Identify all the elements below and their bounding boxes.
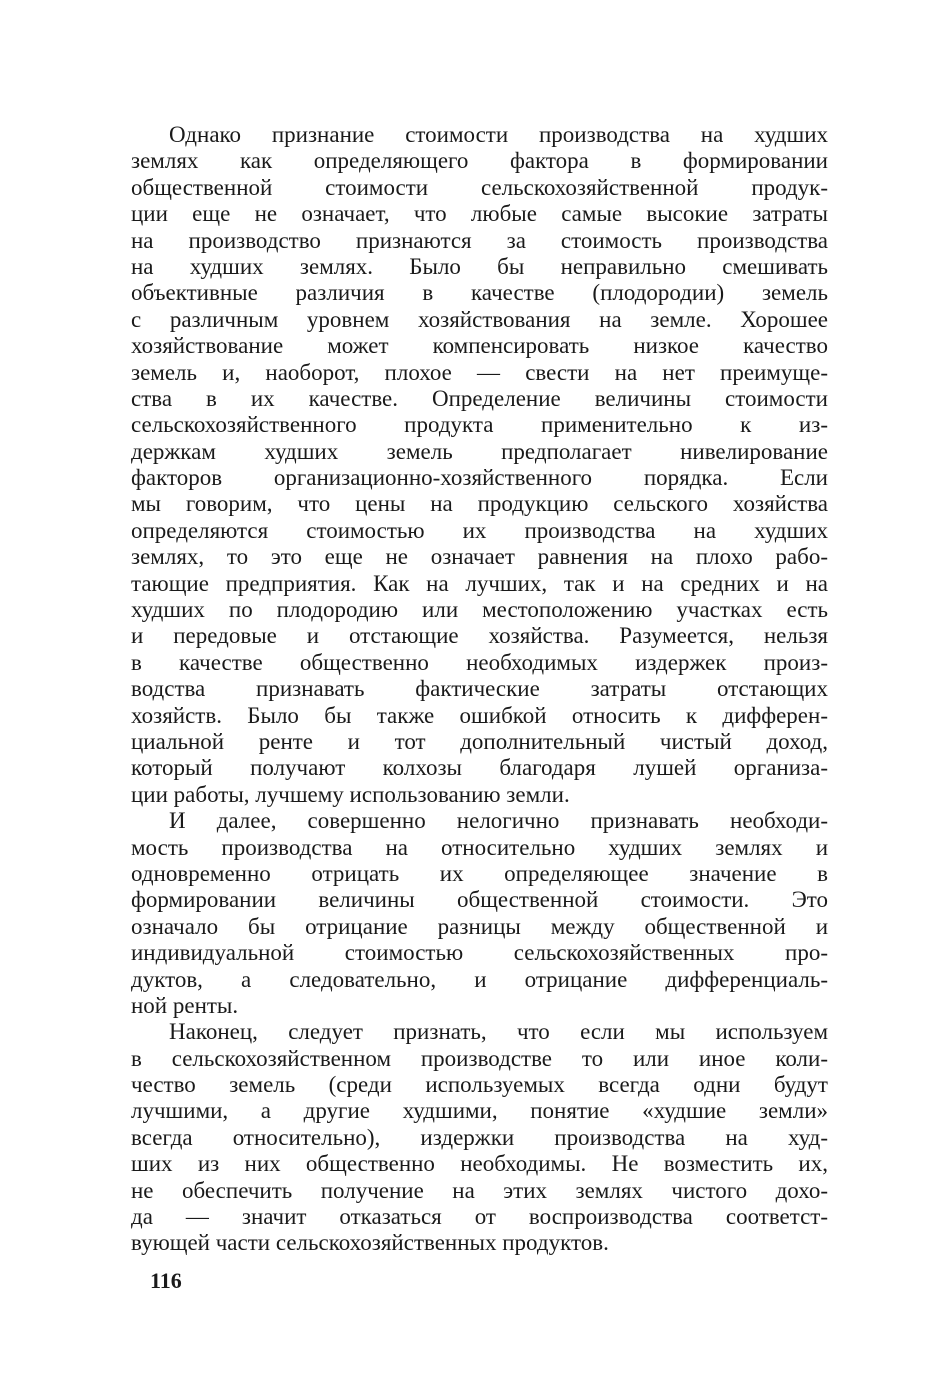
text-line: циальной ренте и тот дополнительный чистый доход, [131, 728, 828, 754]
text-line: мость производства на относительно худших землях и [131, 834, 828, 860]
text-line: факторов организационно-хозяйственного порядка. Если [131, 465, 828, 491]
text-line: Наконец, следует признать, что если мы используем [169, 1019, 828, 1045]
text-line: вующей части сельскохозяйственных продуктов. [131, 1230, 609, 1256]
text-line: худших по плодородию или местоположению участках есть [131, 597, 828, 623]
text-line: в сельскохозяйственном производстве то или иное коли- [131, 1045, 828, 1071]
text-line: ции еще не означает, что любые самые высокие затраты [131, 201, 828, 227]
text-line: не обеспечить получение на этих землях чистого дохо- [131, 1177, 828, 1203]
text-line: хозяйств. Было бы также ошибкой относить к дифферен- [131, 702, 828, 728]
text-line: мы говорим, что цены на продукцию сельского хозяйства [131, 491, 828, 517]
text-line: ства в их качестве. Определение величины стоимости [131, 385, 828, 411]
text-line: на производство признаются за стоимость производства [131, 227, 828, 253]
text-line: с различным уровнем хозяйствования на земле. Хорошее [131, 306, 828, 332]
text-line: тающие предприятия. Как на лучших, так и на средних и на [131, 570, 828, 596]
text-line: одновременно отрицать их определяющее значение в [131, 860, 828, 886]
text-line: Однако признание стоимости производства на худших [169, 122, 828, 147]
text-line: сельскохозяйственного продукта применительно к из- [131, 412, 828, 438]
text-line: землях, то это еще не означает равнения на плохо рабо- [131, 544, 828, 570]
text-line: И далее, совершенно нелогично признавать необходи- [169, 808, 828, 834]
text-line: на худших землях. Было бы неправильно смешивать [131, 253, 828, 279]
text-line: ной ренты. [131, 992, 239, 1018]
text-line: держкам худших земель предполагает нивелирование [131, 438, 828, 464]
text-line: который получают колхозы благодаря лушей организа- [131, 755, 828, 781]
text-line: формировании величины общественной стоимости. Это [131, 887, 828, 913]
text-line: чество земель (среди используемых всегда одни будут [131, 1072, 828, 1098]
text-line: индивидуальной стоимостью сельскохозяйственных про- [131, 940, 828, 966]
text-line: хозяйствование может компенсировать низкое качество [131, 333, 828, 359]
text-line: дуктов, а следовательно, и отрицание дифференциаль- [131, 966, 828, 992]
text-line: определяются стоимостью их производства на худших [131, 517, 828, 543]
text-line: объективные различия в качестве (плодородии) земель [131, 280, 828, 306]
text-line: землях как определяющего фактора в формировании [131, 148, 828, 174]
text-line: ции работы, лучшему использованию земли. [131, 781, 570, 807]
page-number: 116 [150, 1268, 182, 1293]
text-line: в качестве общественно необходимых издержек произ- [131, 649, 828, 675]
text-line: ших из них общественно необходимы. Не возместить их, [131, 1151, 828, 1177]
text-line: водства признавать фактические затраты отстающих [131, 676, 828, 702]
text-line: и передовые и отстающие хозяйства. Разумеется, нельзя [131, 623, 828, 649]
text-line: всегда относительно), издержки производства на худ- [131, 1124, 828, 1150]
text-line: лучшими, а другие худшими, понятие «худшие земли» [131, 1098, 828, 1124]
text-line: общественной стоимости сельскохозяйственной продук- [131, 174, 828, 200]
text-line: означало бы отрицание разницы между общественной и [131, 913, 828, 939]
text-line: земель и, наоборот, плохое — свести на нет преимуще- [131, 359, 828, 385]
body-text [131, 122, 828, 1257]
text-line: да — значит отказаться от воспроизводства соответст- [131, 1204, 828, 1230]
